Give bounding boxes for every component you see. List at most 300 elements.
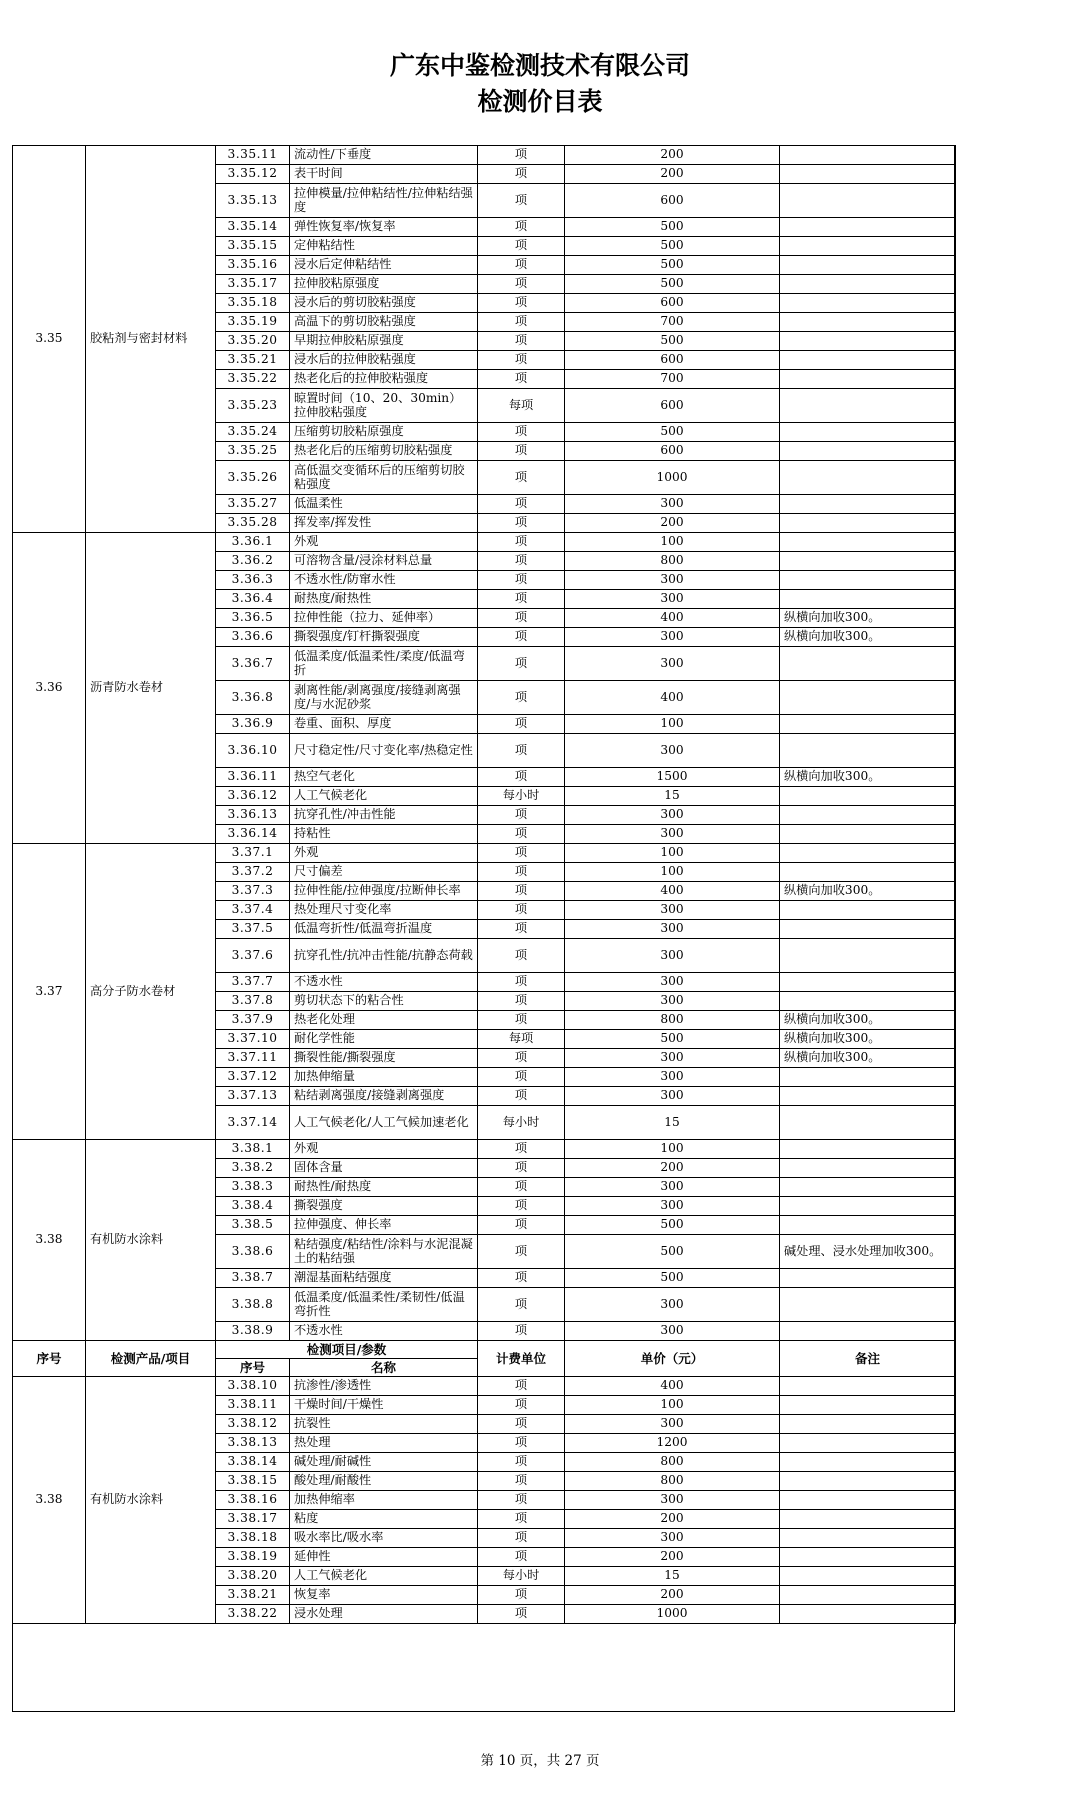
item-note — [780, 237, 956, 256]
item-note — [780, 294, 956, 313]
item-unit: 项 — [478, 495, 565, 514]
item-unit: 项 — [478, 1472, 565, 1491]
item-note — [780, 1140, 956, 1159]
item-number: 3.37.2 — [216, 863, 290, 882]
item-note — [780, 1216, 956, 1235]
item-note — [780, 825, 956, 844]
header-seq: 序号 — [13, 1341, 86, 1377]
group-name: 高分子防水卷材 — [86, 844, 216, 1140]
item-name: 浸水处理 — [290, 1605, 478, 1624]
item-name: 酸处理/耐酸性 — [290, 1472, 478, 1491]
item-note: 纵横向加收300。 — [780, 628, 956, 647]
header-param: 检测项目/参数 — [216, 1341, 478, 1359]
item-price: 200 — [565, 165, 780, 184]
item-number: 3.35.15 — [216, 237, 290, 256]
item-name: 吸水率比/吸水率 — [290, 1529, 478, 1548]
item-name: 延伸性 — [290, 1548, 478, 1567]
item-name: 人工气候老化/人工气候加速老化 — [290, 1106, 478, 1140]
item-price: 100 — [565, 715, 780, 734]
item-name: 耐化学性能 — [290, 1030, 478, 1049]
item-unit: 项 — [478, 552, 565, 571]
company-title: 广东中鉴检测技术有限公司 — [389, 51, 690, 80]
item-price: 400 — [565, 1377, 780, 1396]
item-name: 拉伸强度、伸长率 — [290, 1216, 478, 1235]
item-number: 3.35.17 — [216, 275, 290, 294]
item-number: 3.38.22 — [216, 1605, 290, 1624]
item-price: 800 — [565, 552, 780, 571]
item-price: 600 — [565, 389, 780, 423]
item-unit: 项 — [478, 628, 565, 647]
item-note — [780, 165, 956, 184]
item-name: 加热伸缩率 — [290, 1491, 478, 1510]
item-unit: 项 — [478, 901, 565, 920]
item-note: 碱处理、浸水处理加收300。 — [780, 1235, 956, 1269]
item-unit: 项 — [478, 1586, 565, 1605]
item-name: 撕裂强度/钉杆撕裂强度 — [290, 628, 478, 647]
item-unit: 项 — [478, 1529, 565, 1548]
item-note — [780, 1586, 956, 1605]
item-name: 粘结剥离强度/接缝剥离强度 — [290, 1087, 478, 1106]
group-code: 3.38 — [13, 1377, 86, 1624]
item-note — [780, 806, 956, 825]
item-price: 800 — [565, 1011, 780, 1030]
item-number: 3.36.14 — [216, 825, 290, 844]
item-note — [780, 146, 956, 165]
item-name: 拉伸胶粘原强度 — [290, 275, 478, 294]
item-unit: 项 — [478, 1197, 565, 1216]
table-row — [13, 1140, 956, 1159]
item-note — [780, 901, 956, 920]
item-note — [780, 1269, 956, 1288]
item-price: 500 — [565, 1216, 780, 1235]
item-unit: 项 — [478, 863, 565, 882]
header-param-seq: 序号 — [216, 1359, 290, 1377]
item-note — [780, 571, 956, 590]
item-unit: 项 — [478, 1434, 565, 1453]
item-note — [780, 1491, 956, 1510]
item-unit: 项 — [478, 1453, 565, 1472]
item-price: 1500 — [565, 768, 780, 787]
group-code: 3.38 — [13, 1140, 86, 1341]
item-name: 撕裂性能/撕裂强度 — [290, 1049, 478, 1068]
item-unit: 项 — [478, 1049, 565, 1068]
item-unit: 项 — [478, 825, 565, 844]
item-note — [780, 1434, 956, 1453]
item-number: 3.35.16 — [216, 256, 290, 275]
item-price: 400 — [565, 681, 780, 715]
item-number: 3.38.11 — [216, 1396, 290, 1415]
item-number: 3.38.1 — [216, 1140, 290, 1159]
item-name: 低温弯折性/低温弯折温度 — [290, 920, 478, 939]
item-unit: 项 — [478, 571, 565, 590]
item-unit: 项 — [478, 165, 565, 184]
item-name: 低温柔性 — [290, 495, 478, 514]
item-number: 3.38.10 — [216, 1377, 290, 1396]
item-number: 3.38.5 — [216, 1216, 290, 1235]
item-unit: 项 — [478, 533, 565, 552]
item-name: 挥发率/挥发性 — [290, 514, 478, 533]
item-number: 3.38.21 — [216, 1586, 290, 1605]
item-unit: 项 — [478, 1011, 565, 1030]
item-name: 人工气候老化 — [290, 1567, 478, 1586]
item-note: 纵横向加收300。 — [780, 609, 956, 628]
item-price: 100 — [565, 1140, 780, 1159]
item-unit: 项 — [478, 590, 565, 609]
item-unit: 项 — [478, 1087, 565, 1106]
item-unit: 项 — [478, 844, 565, 863]
item-number: 3.36.12 — [216, 787, 290, 806]
item-note — [780, 939, 956, 973]
item-name: 剪切状态下的粘合性 — [290, 992, 478, 1011]
item-unit: 项 — [478, 920, 565, 939]
item-number: 3.38.8 — [216, 1288, 290, 1322]
item-unit: 项 — [478, 514, 565, 533]
item-unit: 项 — [478, 146, 565, 165]
item-name: 固体含量 — [290, 1159, 478, 1178]
item-price: 300 — [565, 992, 780, 1011]
item-note — [780, 734, 956, 768]
item-price: 300 — [565, 495, 780, 514]
item-price: 300 — [565, 806, 780, 825]
item-name: 加热伸缩量 — [290, 1068, 478, 1087]
item-number: 3.38.7 — [216, 1269, 290, 1288]
item-name: 热老化后的压缩剪切胶粘强度 — [290, 442, 478, 461]
item-number: 3.35.14 — [216, 218, 290, 237]
item-price: 700 — [565, 370, 780, 389]
table-row — [13, 533, 956, 552]
item-name: 弹性恢复率/恢复率 — [290, 218, 478, 237]
item-price: 600 — [565, 184, 780, 218]
item-note — [780, 1510, 956, 1529]
item-name: 卷重、面积、厚度 — [290, 715, 478, 734]
item-number: 3.35.28 — [216, 514, 290, 533]
item-note: 纵横向加收300。 — [780, 882, 956, 901]
item-name: 不透水性 — [290, 1322, 478, 1341]
item-unit: 项 — [478, 1377, 565, 1396]
item-number: 3.35.24 — [216, 423, 290, 442]
header-note: 备注 — [780, 1341, 956, 1377]
item-unit: 项 — [478, 423, 565, 442]
item-price: 200 — [565, 1548, 780, 1567]
price-table — [12, 145, 956, 1624]
item-unit: 项 — [478, 1159, 565, 1178]
item-number: 3.38.18 — [216, 1529, 290, 1548]
price-table-body — [13, 146, 956, 1624]
item-name: 潮湿基面粘结强度 — [290, 1269, 478, 1288]
item-price: 600 — [565, 351, 780, 370]
item-number: 3.37.3 — [216, 882, 290, 901]
item-number: 3.35.20 — [216, 332, 290, 351]
item-unit: 项 — [478, 939, 565, 973]
item-note — [780, 787, 956, 806]
item-unit: 项 — [478, 1068, 565, 1087]
item-name: 持粘性 — [290, 825, 478, 844]
item-price: 15 — [565, 1567, 780, 1586]
item-unit: 项 — [478, 1178, 565, 1197]
item-number: 3.38.9 — [216, 1322, 290, 1341]
item-unit: 项 — [478, 442, 565, 461]
item-unit: 项 — [478, 1415, 565, 1434]
item-note — [780, 1288, 956, 1322]
item-number: 3.38.4 — [216, 1197, 290, 1216]
item-name: 流动性/下垂度 — [290, 146, 478, 165]
item-price: 300 — [565, 1087, 780, 1106]
item-number: 3.36.11 — [216, 768, 290, 787]
item-unit: 项 — [478, 1235, 565, 1269]
item-number: 3.35.13 — [216, 184, 290, 218]
item-unit: 项 — [478, 256, 565, 275]
item-number: 3.38.12 — [216, 1415, 290, 1434]
item-number: 3.36.7 — [216, 647, 290, 681]
item-price: 100 — [565, 533, 780, 552]
item-name: 热处理尺寸变化率 — [290, 901, 478, 920]
item-note — [780, 533, 956, 552]
item-price: 500 — [565, 1235, 780, 1269]
item-name: 不透水性/防窜水性 — [290, 571, 478, 590]
item-number: 3.38.16 — [216, 1491, 290, 1510]
item-unit: 项 — [478, 1140, 565, 1159]
item-name: 拉伸模量/拉伸粘结性/拉伸粘结强度 — [290, 184, 478, 218]
item-price: 500 — [565, 218, 780, 237]
item-note — [780, 1106, 956, 1140]
item-note — [780, 1068, 956, 1087]
item-note — [780, 1529, 956, 1548]
item-number: 3.37.11 — [216, 1049, 290, 1068]
item-name: 早期拉伸胶粘原强度 — [290, 332, 478, 351]
item-unit: 项 — [478, 768, 565, 787]
item-unit: 每项 — [478, 389, 565, 423]
item-unit: 项 — [478, 1396, 565, 1415]
item-number: 3.38.14 — [216, 1453, 290, 1472]
item-note — [780, 461, 956, 495]
item-price: 100 — [565, 863, 780, 882]
table-row — [13, 844, 956, 863]
group-name: 胶粘剂与密封材料 — [86, 146, 216, 533]
item-note — [780, 1548, 956, 1567]
item-name: 晾置时间（10、20、30min）拉伸胶粘强度 — [290, 389, 478, 423]
header-row — [13, 1341, 956, 1359]
item-price: 600 — [565, 294, 780, 313]
item-name: 热老化处理 — [290, 1011, 478, 1030]
item-price: 500 — [565, 332, 780, 351]
item-price: 300 — [565, 628, 780, 647]
item-note — [780, 1453, 956, 1472]
item-note — [780, 332, 956, 351]
item-note — [780, 514, 956, 533]
item-note — [780, 442, 956, 461]
item-number: 3.38.13 — [216, 1434, 290, 1453]
item-number: 3.37.1 — [216, 844, 290, 863]
item-number: 3.36.8 — [216, 681, 290, 715]
item-price: 300 — [565, 1322, 780, 1341]
item-price: 300 — [565, 901, 780, 920]
item-number: 3.37.9 — [216, 1011, 290, 1030]
item-unit: 项 — [478, 237, 565, 256]
item-name: 恢复率 — [290, 1586, 478, 1605]
item-name: 耐热度/耐热性 — [290, 590, 478, 609]
group-code: 3.36 — [13, 533, 86, 844]
item-name: 剥离性能/剥离强度/接缝剥离强度/与水泥砂浆 — [290, 681, 478, 715]
item-note — [780, 681, 956, 715]
item-note — [780, 351, 956, 370]
item-name: 人工气候老化 — [290, 787, 478, 806]
item-unit: 项 — [478, 992, 565, 1011]
item-number: 3.36.13 — [216, 806, 290, 825]
item-number: 3.36.3 — [216, 571, 290, 590]
item-note — [780, 495, 956, 514]
item-unit: 项 — [478, 1322, 565, 1341]
item-number: 3.36.2 — [216, 552, 290, 571]
header-unit: 计费单位 — [478, 1341, 565, 1377]
item-note — [780, 1415, 956, 1434]
item-unit: 项 — [478, 1491, 565, 1510]
item-unit: 项 — [478, 806, 565, 825]
item-note — [780, 1197, 956, 1216]
item-unit: 项 — [478, 1288, 565, 1322]
item-unit: 项 — [478, 218, 565, 237]
item-price: 1000 — [565, 1605, 780, 1624]
item-number: 3.36.6 — [216, 628, 290, 647]
item-price: 500 — [565, 1030, 780, 1049]
item-price: 500 — [565, 275, 780, 294]
item-name: 低温柔度/低温柔性/柔度/低温弯折 — [290, 647, 478, 681]
item-note — [780, 1377, 956, 1396]
item-price: 15 — [565, 787, 780, 806]
item-note — [780, 218, 956, 237]
item-name: 尺寸稳定性/尺寸变化率/热稳定性 — [290, 734, 478, 768]
item-unit: 项 — [478, 681, 565, 715]
item-name: 浸水后的拉伸胶粘强度 — [290, 351, 478, 370]
item-unit: 每小时 — [478, 787, 565, 806]
item-name: 不透水性 — [290, 973, 478, 992]
item-price: 200 — [565, 1159, 780, 1178]
item-price: 300 — [565, 647, 780, 681]
item-unit: 项 — [478, 1510, 565, 1529]
item-unit: 项 — [478, 882, 565, 901]
item-unit: 项 — [478, 734, 565, 768]
item-unit: 项 — [478, 1548, 565, 1567]
item-number: 3.37.8 — [216, 992, 290, 1011]
group-code: 3.35 — [13, 146, 86, 533]
header-price: 单价（元） — [565, 1341, 780, 1377]
item-number: 3.38.6 — [216, 1235, 290, 1269]
item-unit: 每项 — [478, 1030, 565, 1049]
item-unit: 项 — [478, 275, 565, 294]
item-number: 3.35.27 — [216, 495, 290, 514]
item-name: 外观 — [290, 1140, 478, 1159]
item-number: 3.37.14 — [216, 1106, 290, 1140]
item-price: 300 — [565, 939, 780, 973]
item-number: 3.36.9 — [216, 715, 290, 734]
item-note — [780, 863, 956, 882]
item-note — [780, 275, 956, 294]
item-number: 3.37.10 — [216, 1030, 290, 1049]
item-number: 3.36.5 — [216, 609, 290, 628]
item-number: 3.38.19 — [216, 1548, 290, 1567]
item-number: 3.38.3 — [216, 1178, 290, 1197]
item-unit: 项 — [478, 973, 565, 992]
item-number: 3.37.13 — [216, 1087, 290, 1106]
item-unit: 项 — [478, 609, 565, 628]
item-note: 纵横向加收300。 — [780, 1030, 956, 1049]
item-number: 3.35.25 — [216, 442, 290, 461]
item-name: 高低温交变循环后的压缩剪切胶粘强度 — [290, 461, 478, 495]
item-price: 800 — [565, 1453, 780, 1472]
item-note — [780, 647, 956, 681]
item-price: 400 — [565, 882, 780, 901]
item-name: 压缩剪切胶粘原强度 — [290, 423, 478, 442]
item-note — [780, 313, 956, 332]
item-price: 100 — [565, 844, 780, 863]
item-number: 3.35.21 — [216, 351, 290, 370]
item-name: 热老化后的拉伸胶粘强度 — [290, 370, 478, 389]
item-unit: 项 — [478, 461, 565, 495]
item-unit: 项 — [478, 184, 565, 218]
item-price: 300 — [565, 734, 780, 768]
header-param-name: 名称 — [290, 1359, 478, 1377]
item-name: 抗穿孔性/冲击性能 — [290, 806, 478, 825]
item-name: 尺寸偏差 — [290, 863, 478, 882]
item-number: 3.38.17 — [216, 1510, 290, 1529]
item-name: 热空气老化 — [290, 768, 478, 787]
item-price: 300 — [565, 590, 780, 609]
item-price: 500 — [565, 423, 780, 442]
item-price: 500 — [565, 1269, 780, 1288]
item-note — [780, 920, 956, 939]
item-unit: 项 — [478, 647, 565, 681]
item-name: 可溶物含量/浸涂材料总量 — [290, 552, 478, 571]
item-number: 3.38.2 — [216, 1159, 290, 1178]
item-note — [780, 552, 956, 571]
item-note — [780, 256, 956, 275]
item-note — [780, 370, 956, 389]
item-name: 浸水后的剪切胶粘强度 — [290, 294, 478, 313]
item-unit: 项 — [478, 715, 565, 734]
item-number: 3.36.1 — [216, 533, 290, 552]
item-note — [780, 423, 956, 442]
item-number: 3.35.26 — [216, 461, 290, 495]
item-name: 粘结强度/粘结性/涂料与水泥混凝土的粘结强 — [290, 1235, 478, 1269]
item-name: 拉伸性能/拉伸强度/拉断伸长率 — [290, 882, 478, 901]
item-number: 3.35.19 — [216, 313, 290, 332]
item-price: 200 — [565, 1586, 780, 1605]
item-unit: 项 — [478, 294, 565, 313]
item-price: 200 — [565, 1510, 780, 1529]
item-unit: 项 — [478, 1269, 565, 1288]
item-unit: 项 — [478, 351, 565, 370]
item-price: 500 — [565, 256, 780, 275]
item-price: 300 — [565, 1178, 780, 1197]
item-name: 抗渗性/渗透性 — [290, 1377, 478, 1396]
item-name: 粘度 — [290, 1510, 478, 1529]
item-price: 500 — [565, 237, 780, 256]
item-note — [780, 844, 956, 863]
item-number: 3.37.12 — [216, 1068, 290, 1087]
item-price: 300 — [565, 571, 780, 590]
item-note: 纵横向加收300。 — [780, 768, 956, 787]
item-note — [780, 1159, 956, 1178]
item-number: 3.37.7 — [216, 973, 290, 992]
item-number: 3.37.6 — [216, 939, 290, 973]
table-row — [13, 146, 956, 165]
item-name: 热处理 — [290, 1434, 478, 1453]
page-footer: 第 10 页，共 27 页 — [480, 1753, 600, 1769]
item-price: 800 — [565, 1472, 780, 1491]
item-name: 拉伸性能（拉力、延伸率） — [290, 609, 478, 628]
item-name: 抗裂性 — [290, 1415, 478, 1434]
item-note — [780, 973, 956, 992]
item-number: 3.36.10 — [216, 734, 290, 768]
